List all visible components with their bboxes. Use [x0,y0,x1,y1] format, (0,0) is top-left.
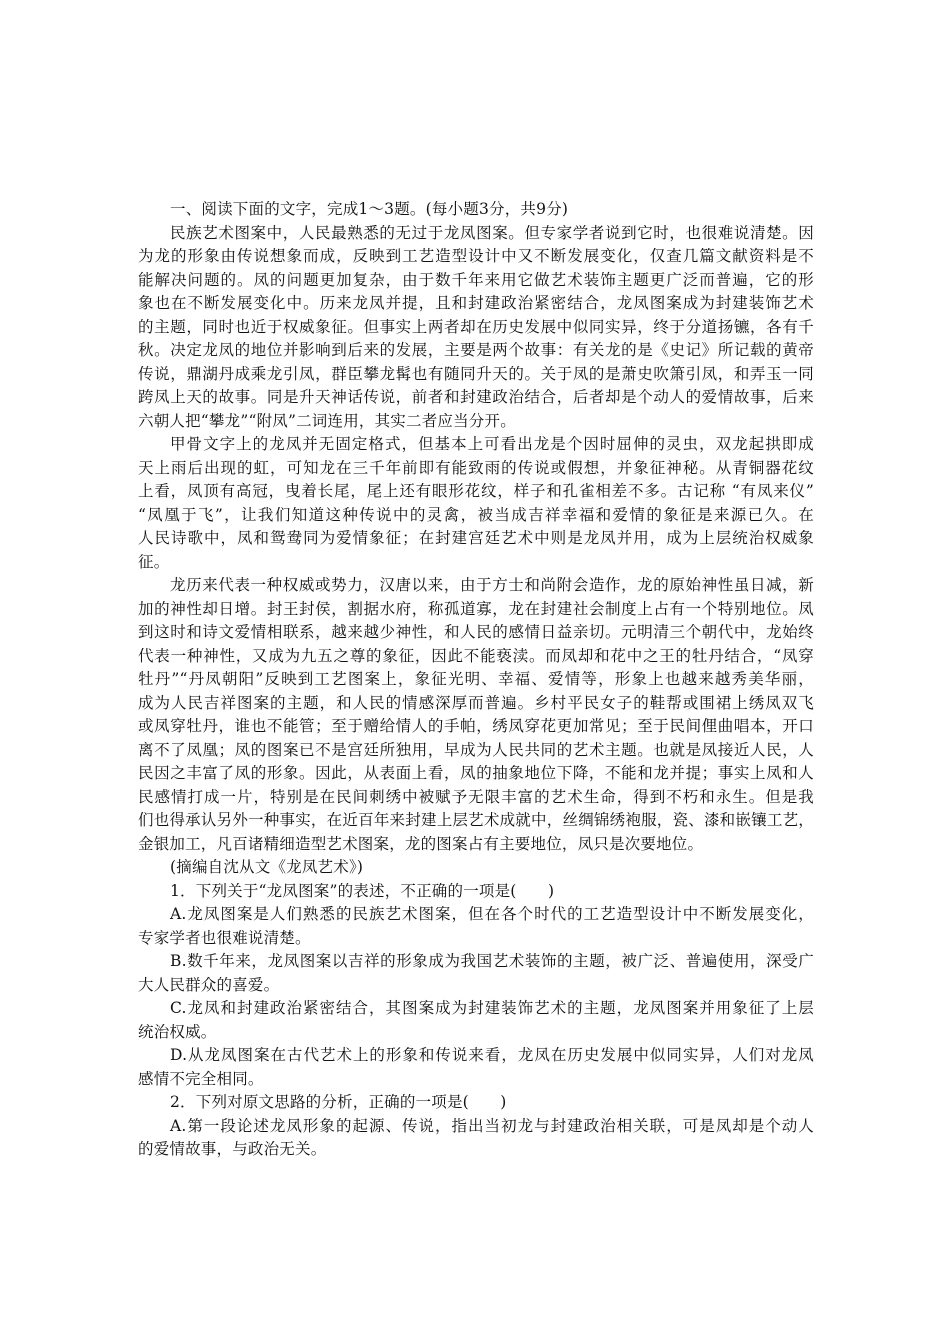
option-line: 感情不完全相同。 [138,1069,264,1088]
option-line: A.第一段论述龙凤形象的起源、传说，指出当初龙与封建政治相关联，可是凤却是个动人 [170,1116,814,1135]
paragraph-line: 六朝人把“攀龙”“附凤”二词连用，其实二者应当分开。 [138,411,516,430]
option-line: 大人民群众的喜爱。 [138,975,280,994]
paragraph-1 [138,222,814,434]
paragraph-line: 民族艺术图案中，人民最熟悉的无过于龙凤图案。但专家学者说到它时，也很难说清楚。因 [170,223,814,242]
paragraph-3 [138,574,814,856]
option-b [138,950,814,997]
paragraph-line: 金银加工，凡百诸精细造型艺术图案，龙的图案占有主要地位，凤只是次要地位。 [138,834,704,853]
option-d [138,1044,814,1091]
source-note: (摘编自沈从文《龙凤艺术》) [170,858,364,876]
option-line: 的爱情故事，与政治无关。 [138,1140,327,1158]
paragraph-line: 离不了凤凰；凤的图案已不是宫廷所独用，早成为人民共同的艺术主题。也就是凤接近人民，人 [138,740,814,759]
paragraph-line: 为龙的形象由传说想象而成，反映到工艺造型设计中又不断发展变化，仅查几篇文献资料是不 [138,247,814,265]
document-page [138,198,814,1162]
paragraph-line: 代表一种神性，又成为九五之尊的象征，因此不能亵渎。而凤却和花中之王的牡丹结合，“凤穿 [138,646,814,665]
paragraph-line: 们也得承认另外一种事实，在近百年来封建上层艺术成就中，丝绸锦绣袍服，瓷、漆和嵌镶工艺， [138,811,814,829]
question-1 [138,880,814,1092]
question-stem: 1．下列关于“龙凤图案”的表述，不正确的一项是( ) [170,881,555,900]
paragraph-line: 成为人民吉祥图案的主题，和人民的情感深厚而普遍。乡村平民女子的鞋帮或围裙上绣凤双飞 [138,693,814,712]
paragraph-line: 秋。决定龙凤的地位并影响到后来的发展，主要是两个故事：有关龙的是《史记》所记载的黄帝 [138,341,814,359]
paragraph-line: 民感情打成一片，特别是在民间刺绣中被赋予无限丰富的艺术生命，得到不朽和永生。但是我 [138,787,814,806]
paragraph-line: 人民诗歌中，凤和鸳鸯同为爱情象征；在封建宫廷艺术中则是龙凤并用，成为上层统治权威象 [138,529,814,547]
paragraph-line: 民因之丰富了凤的形象。因此，从表面上看，凤的抽象地位下降，不能和龙并提；事实上凤和人 [138,764,814,782]
question-2 [138,1091,814,1162]
paragraph-2 [138,433,814,574]
option-line: A.龙凤图案是人们熟悉的民族艺术图案，但在各个时代的工艺造型设计中不断发展变化， [170,905,814,923]
paragraph-line: 征。 [138,552,170,571]
paragraph-line: 甲骨文字上的龙凤并无固定格式，但基本上可看出龙是个因时屈伸的灵虫，双龙起拱即成 [170,435,814,453]
paragraph-line: 牡丹”“丹凤朝阳”反映到工艺图案上，象征光明、幸福、爱情等，形象上也越来越秀美华丽， [138,670,814,688]
option-line: 统治权威。 [138,1022,217,1041]
paragraph-line: 能解决问题的。凤的问题更加复杂，由于数千年来用它做艺术装饰主题更广泛而普遍，它的形 [138,270,814,289]
option-line: C.龙凤和封建政治紧密结合，其图案成为封建装饰艺术的主题，龙凤图案并用象征了上层 [170,999,814,1017]
paragraph-line: 传说，鼎湖丹成乘龙引凤，群臣攀龙髯也有随同升天的。关于凤的是萧史吹箫引凤，和弄玉一同 [138,364,814,383]
section-heading: 一、阅读下面的文字，完成1～3题。(每小题3分，共9分) [170,200,569,218]
paragraph-line: “凤凰于飞”，让我们知道这种传说中的灵禽，被当成吉祥幸福和爱情的象征是来源已久。在 [138,505,814,524]
paragraph-line: 或凤穿牡丹，谁也不能管；至于赠给情人的手帕，绣凤穿花更加常见；至于民间俚曲唱本，开口 [138,717,814,735]
paragraph-line: 加的神性却日增。封王封侯，割据水府，称孤道寡，龙在封建社会制度上占有一个特别地位。凤 [138,599,814,618]
question-stem: 2．下列对原文思路的分析，正确的一项是( ) [170,1093,507,1111]
option-line: D.从龙凤图案在古代艺术上的形象和传说来看，龙凤在历史发展中似同实异，人们对龙凤 [170,1046,814,1064]
paragraph-line: 象也在不断发展变化中。历来龙凤并提，且和封建政治紧密结合，龙凤图案成为封建装饰艺术 [138,294,814,312]
paragraph-line: 到这时和诗文爱情相联系，越来越少神性，和人民的感情日益亲切。元明清三个朝代中，龙始终 [138,623,814,641]
option-c [138,997,814,1044]
paragraph-line: 的主题，同时也近于权威象征。但事实上两者却在历史发展中似同实异，终于分道扬镳，各有千 [138,317,814,336]
paragraph-line: 龙历来代表一种权威或势力，汉唐以来，由于方士和尚附会造作，龙的原始神性虽日减，新 [170,576,814,594]
paragraph-line: 天上雨后出现的虹，可知龙在三千年前即有能致雨的传说或假想，并象征神秘。从青铜器花纹 [138,458,814,477]
option-line: B.数千年来，龙凤图案以吉祥的形象成为我国艺术装饰的主题，被广泛、普遍使用，深受广 [170,952,814,970]
paragraph-line: 上看，凤顶有高冠，曳着长尾，尾上还有眼形花纹，样子和孔雀相差不多。古记称 “有凤来仪” [138,482,814,500]
option-a [138,1115,814,1162]
option-line: 专家学者也很难说清楚。 [138,928,311,947]
option-a [138,903,814,950]
paragraph-line: 跨凤上天的故事。同是升天神话传说，前者和封建政治结合，后者却是个动人的爱情故事，后来 [138,388,814,406]
